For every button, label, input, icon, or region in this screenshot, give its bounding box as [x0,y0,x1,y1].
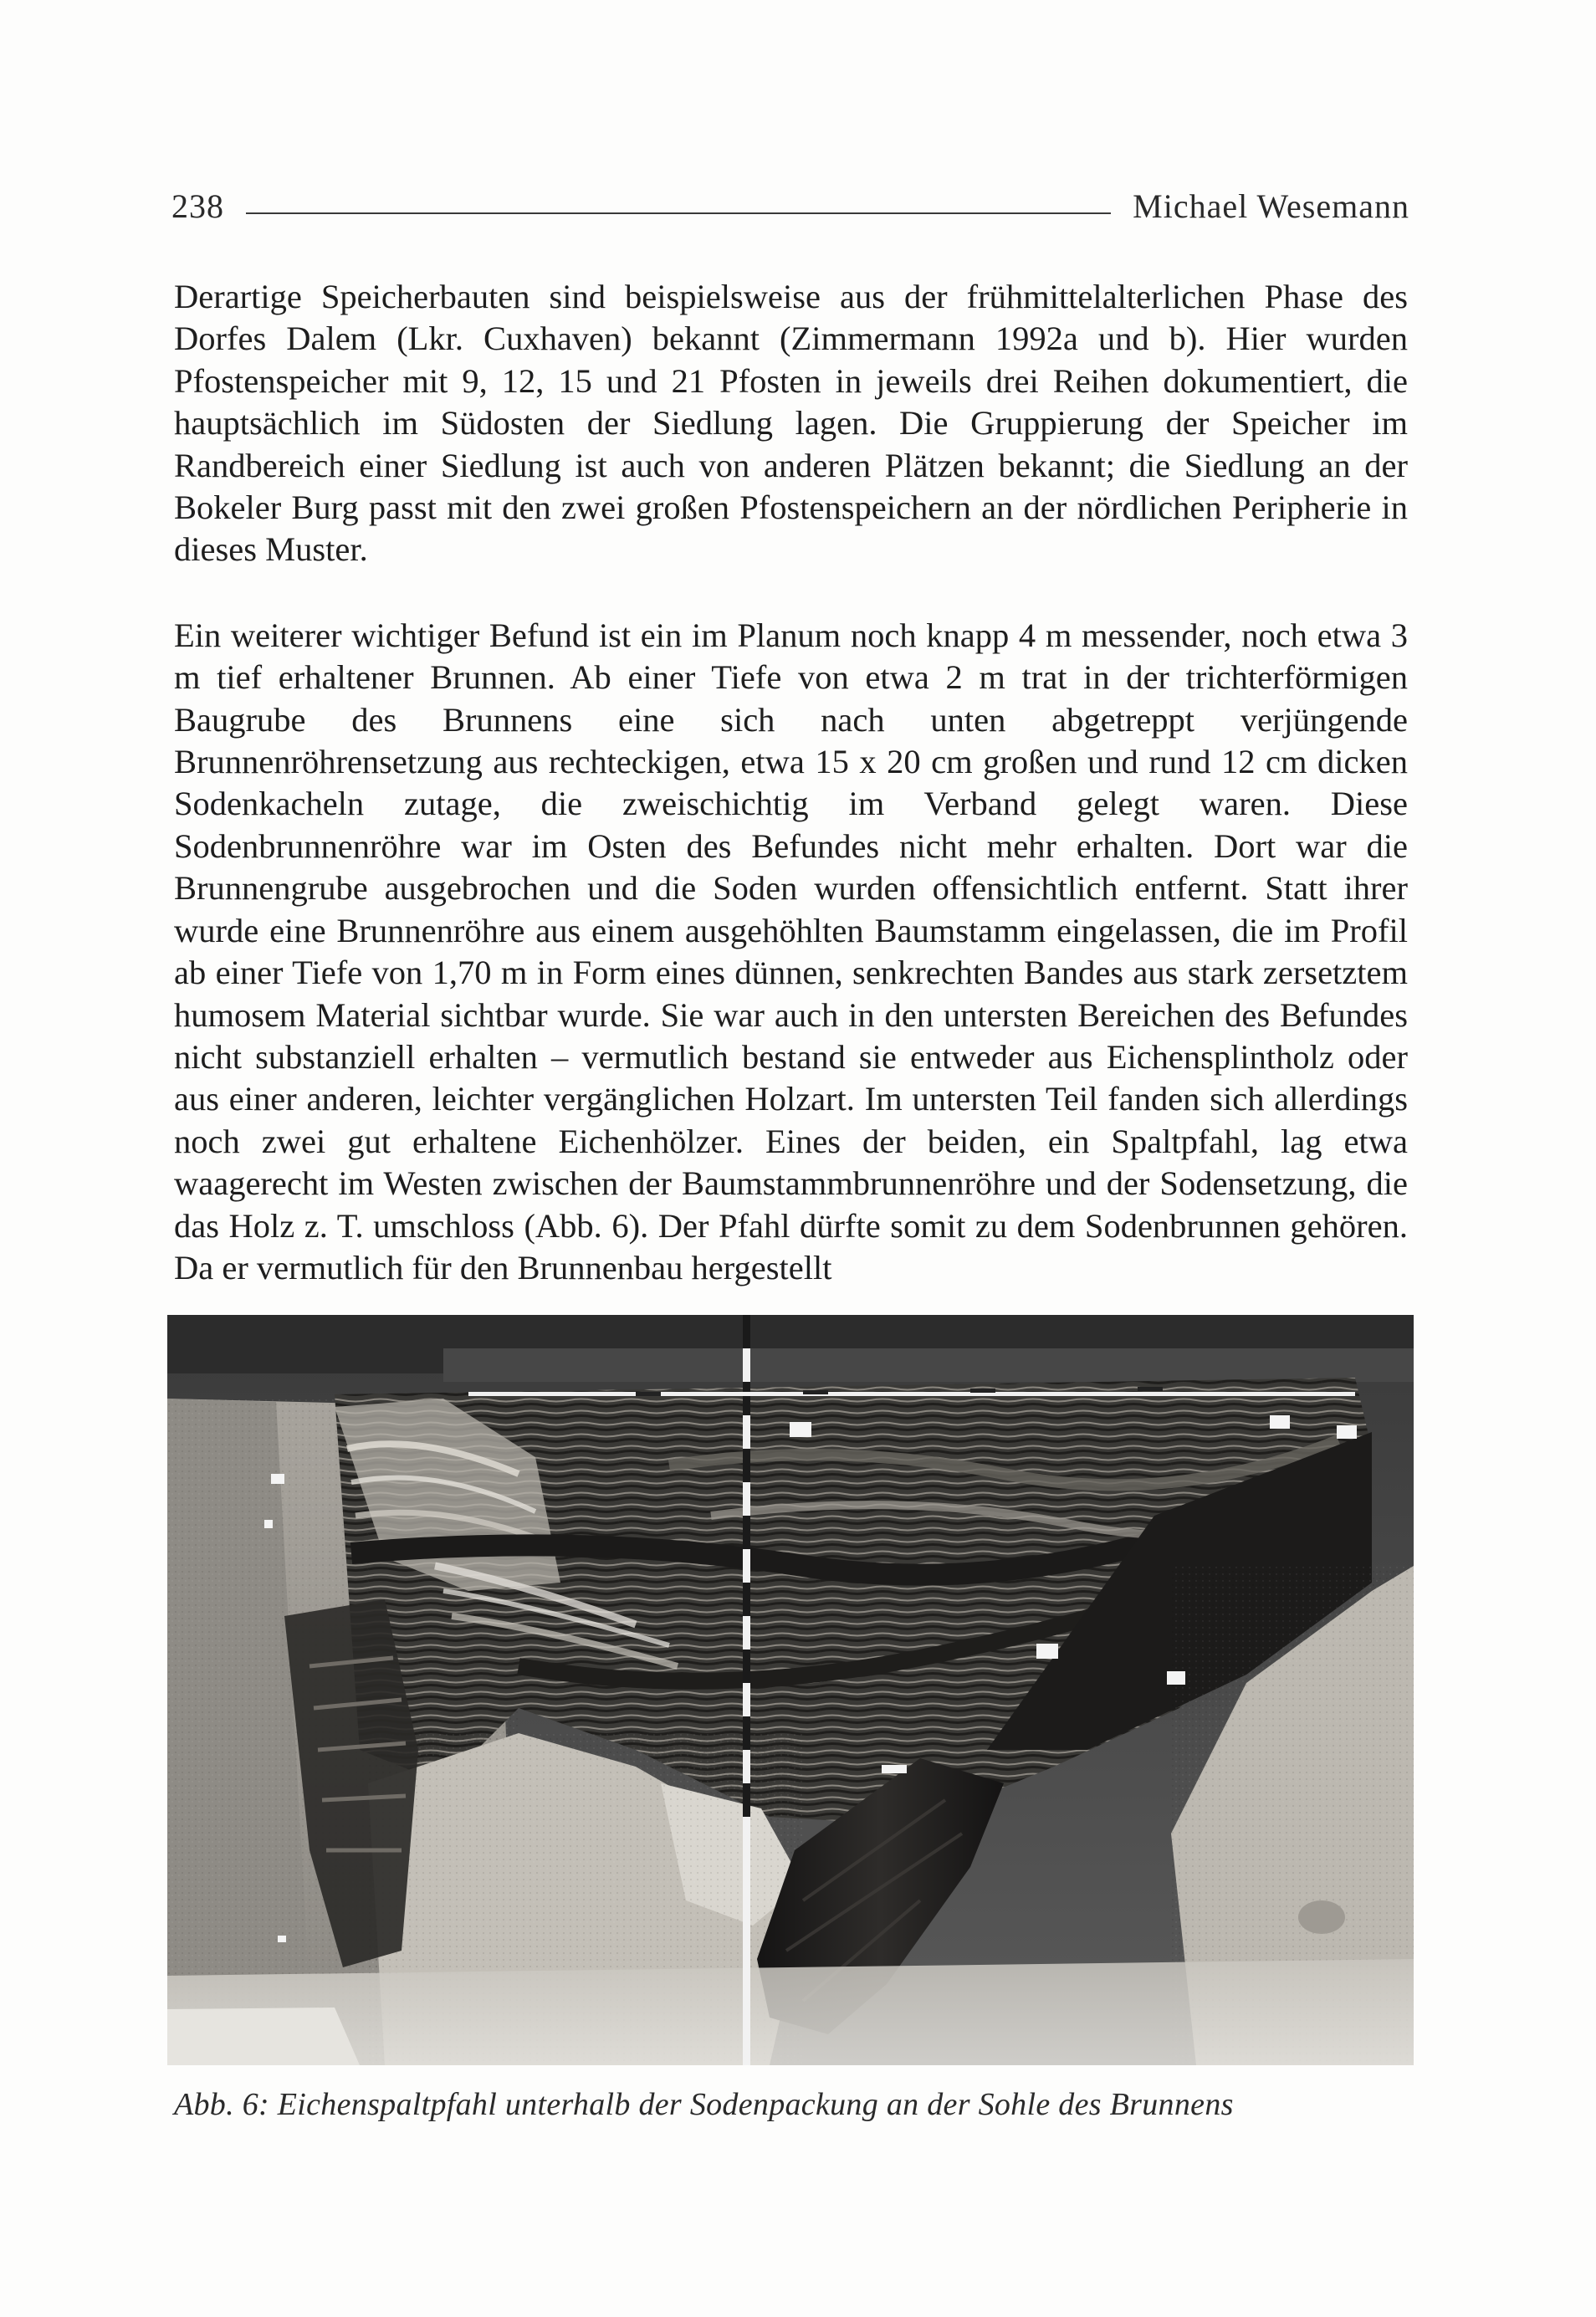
paragraph: Ein weiterer wichtiger Befund ist ein im Planum noch knapp 4 m messender, noch etwa 3 m tief erhaltener Brunnen. Ab einer Tiefe von etwa 2 m trat in der trichterförmigen Baugrube des Brunnens eine sich nach unten abgetreppt verjüngende Brunnenröhrensetzung aus rechteckigen, etwa 15 x 20 cm großen und rund 12 cm dicken Sodenkacheln zutage, die zweischichtig im Verband gelegt waren. Diese Sodenbrunnenröhre war im Osten des Befundes nicht mehr erhalten. Dort war die Brunnengrube ausgebrochen und die Soden wurden offensichtlich entfernt. Statt ihrer wurde eine Brunnenröhre aus einem ausgehöhlten Baumstamm eingelassen, die im Profil ab einer Tiefe von 1,70 m in Form eines dünnen, senkrechten Bandes aus stark zersetztem humosem Material sichtbar wurde. Sie war auch in den untersten Bereichen des Befundes nicht substanziell erhalten – vermutlich bestand sie entweder aus Eichensplintholz oder aus einer anderen, leichter vergänglichen Holzart. Im untersten Teil fanden sich allerdings noch zwei gut erhaltene Eichenhölzer. Eines der beiden, ein Spaltpfahl, lag etwa waagerecht im Westen zwischen der Baumstammbrunnenröhre und der Sodensetzung, die das Holz z. T. umschloss (Abb. 6). Der Pfahl dürfte somit zu dem Sodenbrunnen gehören. Da er vermutlich für den Brunnenbau hergestellt [174,616,1408,1286]
header-rule [246,212,1111,214]
page-number: 238 [171,187,224,225]
body-text [174,276,1408,1289]
running-head [171,167,1409,226]
paragraph: Derartige Speicherbauten sind beispielsweise aus der frühmittelalterlichen Phase des Dorfes Dalem (Lkr. Cuxhaven) bekannt (Zimmermann 1992a und b). Hier wurden Pfostenspeicher mit 9, 12, 15 und 21 Pfosten in jeweils drei Reihen dokumentiert, die hauptsächlich im Südosten der Siedlung lagen. Die Gruppierung der Speicher im Randbereich einer Siedlung ist auch von anderen Plätzen bekannt; die Siedlung an der Bokeler Burg passt mit den zwei großen Pfostenspeichern an der nördlichen Peripherie in dieses Muster. [174,278,1408,569]
excavation-profile-photo [167,1315,1414,2065]
figure-caption: Abb. 6: Eichenspaltpfahl unterhalb der Sodenpackung an der Sohle des Brunnens [174,2087,1234,2122]
measuring-staff [743,1315,750,2065]
figure-photograph [167,1315,1414,2065]
running-head-author: Michael Wesemann [1133,187,1409,225]
